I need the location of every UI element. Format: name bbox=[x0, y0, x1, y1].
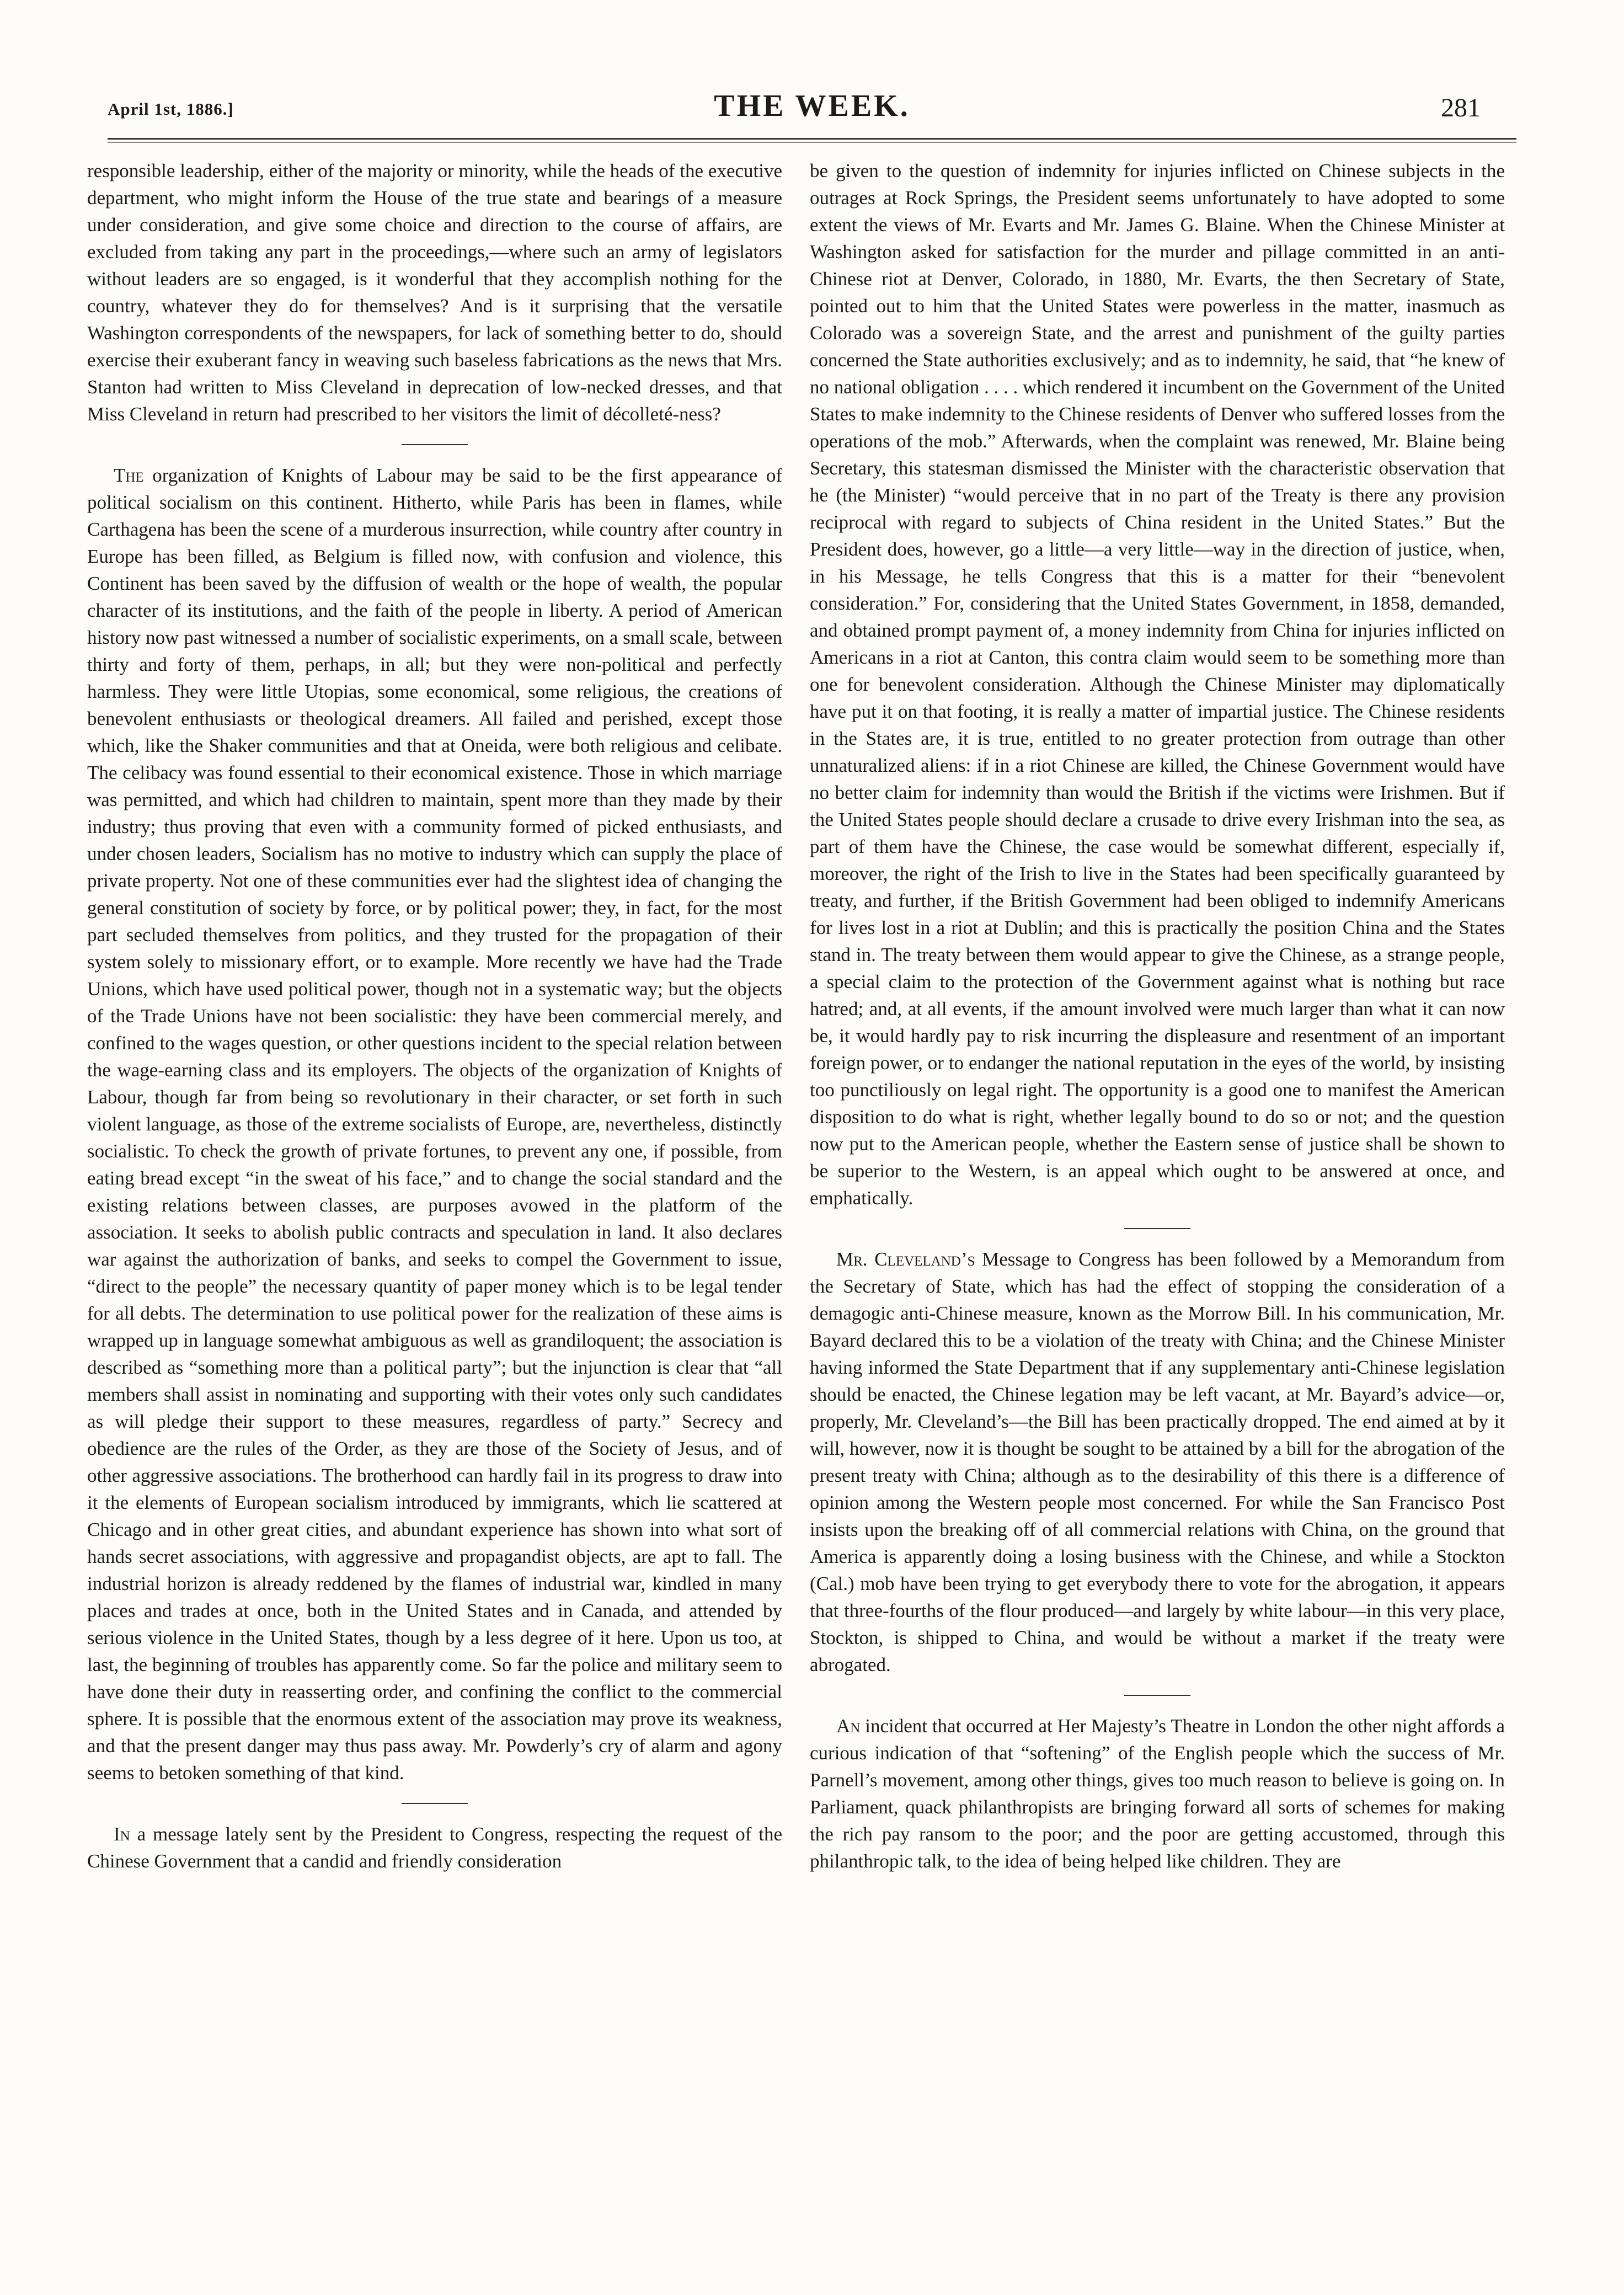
section-divider bbox=[1124, 1228, 1190, 1229]
section-divider bbox=[402, 444, 468, 445]
section-divider bbox=[402, 1803, 468, 1804]
paragraph-leadership: responsible leadership, either of the majority or minority, while the heads of the executive department, who might inform the House of the true state and bearings of a measure under consideration, and give some choice and direction to the course of affairs, are excluded from taking any part in the proceedings,—where such an army of legislators without leaders are so engaged, is it wonderful that they accomplish nothing for the country, whatever they do for themselves? And is it surprising that the versatile Washington correspondents of the newspapers, for lack of something better to do, should exercise their exuberant fancy in weaving such baseless fabrications as the news that Mrs. Stanton had written to Miss Cleveland in deprecation of low-necked dresses, and that Miss Cleveland in return had prescribed to her visitors the limit of décolleté-ness? bbox=[87, 160, 782, 425]
paragraph-body: a message lately sent by the President to Congress, respecting the request of the Chinese Government that a candid and friendly consideration bbox=[87, 1823, 782, 1872]
paragraph-lead-word: An bbox=[836, 1715, 861, 1737]
page-header bbox=[0, 0, 1624, 149]
header-rule bbox=[108, 138, 1516, 140]
paragraph-knights-of-labour bbox=[87, 462, 782, 1786]
paragraph-body: Message to Congress has been followed by a Memorandum from the Secretary of State, which has had the effect of stopping the consideration of a demagogic anti-Chinese measure, known as the Morrow Bill. In his communication, Mr. Bayard declared this to be a violation of the treaty with China; and the Chinese Minister having informed the State Department that if any supplementary anti-Chinese legislation should be enacted, the Chinese legation may be left vacant, at Mr. Bayard’s advice—or, properly, Mr. Cleveland’s—the Bill has been practically dropped. The end aimed at by it will, however, now it is thought be sought to be attained by a bill for the abrogation of the present treaty with China; although as to the desirability of this there is a difference of opinion among the Western people most concerned. For while the San Francisco Post insists upon the breaking off of all commercial relations with China, on the ground that America is apparently doing a losing business with the Chinese, and while a Stockton (Cal.) mob have been trying to get everybody there to vote for the abrogation, it appears that three-fourths of the flour produced—and largely by white labour—in this very place, Stockton, is shipped to China, and would be without a market if the treaty were abrogated. bbox=[810, 1248, 1505, 1675]
paragraph-lead-word: Mr. Cleveland’s bbox=[836, 1248, 975, 1270]
paragraph-body: organization of Knights of Labour may be said to be the first appearance of political socialism on this continent. Hitherto, while Paris has been in flames, while Carthagena has been the scene of a murderous insurrection, while country after country in Europe has been filled, as Belgium is filled now, with confusion and violence, this Continent has been saved by the diffusion of wealth or the hope of wealth, the popular character of its institutions, and the faith of the people in liberty. A period of American history now past witnessed a number of socialistic experiments, on a small scale, between thirty and forty of them, perhaps, in all; but they were non-political and perfectly harmless. They were little Utopias, some economical, some religious, the creations of benevolent enthusiasts or theological dreamers. All failed and perished, except those which, like the Shaker communities and that at Oneida, were both religious and celibate. The celibacy was found essential to their economical existence. Those in which marriage was permitted, and which had children to maintain, spent more than they made by their industry; thus proving that even with a community formed of picked enthusiasts, and under chosen leaders, Socialism has no motive to industry which can supply the place of private property. Not one of these communities ever had the slightest idea of changing the general constitution of society by force, or by political power; they, in fact, for the most part secluded themselves from politics, and they trusted for the propagation of their system solely to missionary effort, or to example. More recently we have had the Trade Unions, which have used political power, though not in a systematic way; but the objects of the Trade Unions have not been socialistic: they have been commercial merely, and confined to the wages question, or other questions incident to the special relation between the wage-earning class and its employers. The objects of the organization of Knights of Labour, though far from being so revolutionary in their character, or set forth in such violent language, as those of the extreme socialists of Europe, are, nevertheless, distinctly socialistic. To check the growth of private fortunes, to prevent any one, if possible, from eating bread except “in the sweat of his face,” and to change the social standard and the existing relations between classes, are purposes avowed in the platform of the association. It seeks to abolish public contracts and speculation in land. It also declares war against the authorization of banks, and seeks to compel the Government to issue, “direct to the people” the necessary quantity of paper money which is to be legal tender for all debts. The determination to use political power for the realization of these aims is wrapped up in language somewhat ambiguous as well as grandiloquent; the association is described as “something more than a political party”; but the injunction is clear that “all members shall assist in nominating and supporting with their votes only such candidates as will pledge their support to these measures, regardless of party.” Secrecy and obedience are the rules of the Order, as they are those of the Society of Jesus, and of other aggressive associations. The brotherhood can hardly fail in its progress to draw into it the elements of European socialism introduced by immigrants, which lie scattered at Chicago and in other great cities, and abundant experience has shown into what sort of hands secret associations, with aggressive and propagandist objects, are apt to fall. The industrial horizon is already reddened by the flames of industrial war, kindled in many places and trades at once, both in the United States and in Canada, and attended by serious violence in the United States, though by a less degree of it here. Upon us too, at last, the beginning of troubles has apparently come. So far the police and military seem to have done their duty in reasserting order, and confining the conflict to the commercial sphere. It is possible that the enormous extent of the association may prove its weakness, and that the present danger may thus pass away. Mr. Powderly’s cry of alarm and agony seems to betoken something of that kind. bbox=[87, 465, 782, 1784]
header-rule-thin bbox=[108, 142, 1516, 143]
paragraph-lead-word: The bbox=[114, 465, 144, 486]
issue-date: April 1st, 1886.] bbox=[108, 99, 234, 119]
page-number: 281 bbox=[1441, 93, 1481, 122]
paragraph-lead-word: In bbox=[114, 1823, 130, 1845]
publication-title: THE WEEK. bbox=[714, 89, 910, 123]
paragraph-chinese-indemnity-start bbox=[87, 1821, 782, 1875]
section-divider bbox=[1124, 1695, 1190, 1696]
paragraph-chinese-indemnity-cont: be given to the question of indemnity for injuries inflicted on Chinese subjects in the outrages at Rock Springs, the President seems unfortunately to have adopted to some extent the views of Mr. Evarts and Mr. James G. Blaine. When the Chinese Minister at Washington asked for satisfaction for the murder and pillage committed in an anti-Chinese riot at Denver, Colorado, in 1880, Mr. Evarts, the then Secretary of State, pointed out to him that the United States were powerless in the matter, inasmuch as Colorado was a sovereign State, and the arrest and punishment of the guilty parties concerned the State authorities exclusively; and as to indemnity, he said, that “he knew of no national obligation . . . . which rendered it incumbent on the Government of the United States to make indemnity to the Chinese residents of Denver who suffered losses from the operations of the mob.” Afterwards, when the complaint was renewed, Mr. Blaine being Secretary, this statesman dismissed the Minister with the characteristic observation that he (the Minister) “would perceive that in no part of the Treaty is there any provision reciprocal with regard to subjects of China resident in the United States.” But the President does, however, go a little—a very little—way in the direction of justice, when, in his Message, he tells Congress that this is a matter for their “benevolent consideration.” For, considering that the United States Government, in 1858, demanded, and obtained prompt payment of, a money indemnity from China for injuries inflicted on Americans in a riot at Canton, this contra claim would seem to be something more than one for benevolent consideration. Although the Chinese Minister may diplomatically have put it on that footing, it is really a matter of impartial justice. The Chinese residents in the States are, it is true, entitled to no greater protection from outrage than other unnaturalized aliens: if in a riot Chinese are killed, the Chinese Government would have no better claim for indemnity than would the British if the victims were Irishmen. But if the United States people should declare a crusade to drive every Irishman into the sea, as part of them have the Chinese, the case would be somewhat different, especially if, moreover, the right of the Irish to live in the States had been specifically guaranteed by treaty, and further, if the British Government had been obliged to indemnify Americans for lives lost in a riot at Dublin; and this is practically the position China and the States stand in. The treaty between them would appear to give the Chinese, as a strange people, a special claim to the protection of the Government against what is nothing but race hatred; and, at all events, if the amount involved were much larger than what it can now be, it would hardly pay to risk incurring the displeasure and resentment of an important foreign power, or to endanger the national reputation in the eyes of the world, by insisting too punctiliously on legal right. The opportunity is a good one to manifest the American disposition to do what is right, whether legally bound to do so or not; and the question now put to the American people, whether the Eastern sense of justice shall be shown to be superior to the Western, is an appeal which ought to be answered at once, and emphatically. bbox=[810, 160, 1505, 1209]
left-column bbox=[87, 157, 782, 1875]
paragraph-body: incident that occurred at Her Majesty’s Theatre in London the other night affords a curious indication of that “softening” of the English people which the success of Mr. Parnell’s movement, among other things, gives too much reason to believe is going on. In Parliament, quack philanthropists are bringing forward all sorts of schemes for making the rich pay ransom to the poor; and the poor are getting accustomed, through this philanthropic talk, to the idea of being helped like children. They are bbox=[810, 1715, 1505, 1872]
right-column bbox=[810, 157, 1505, 1875]
paragraph-theatre-incident bbox=[810, 1712, 1505, 1875]
paragraph-morrow-bill bbox=[810, 1246, 1505, 1678]
